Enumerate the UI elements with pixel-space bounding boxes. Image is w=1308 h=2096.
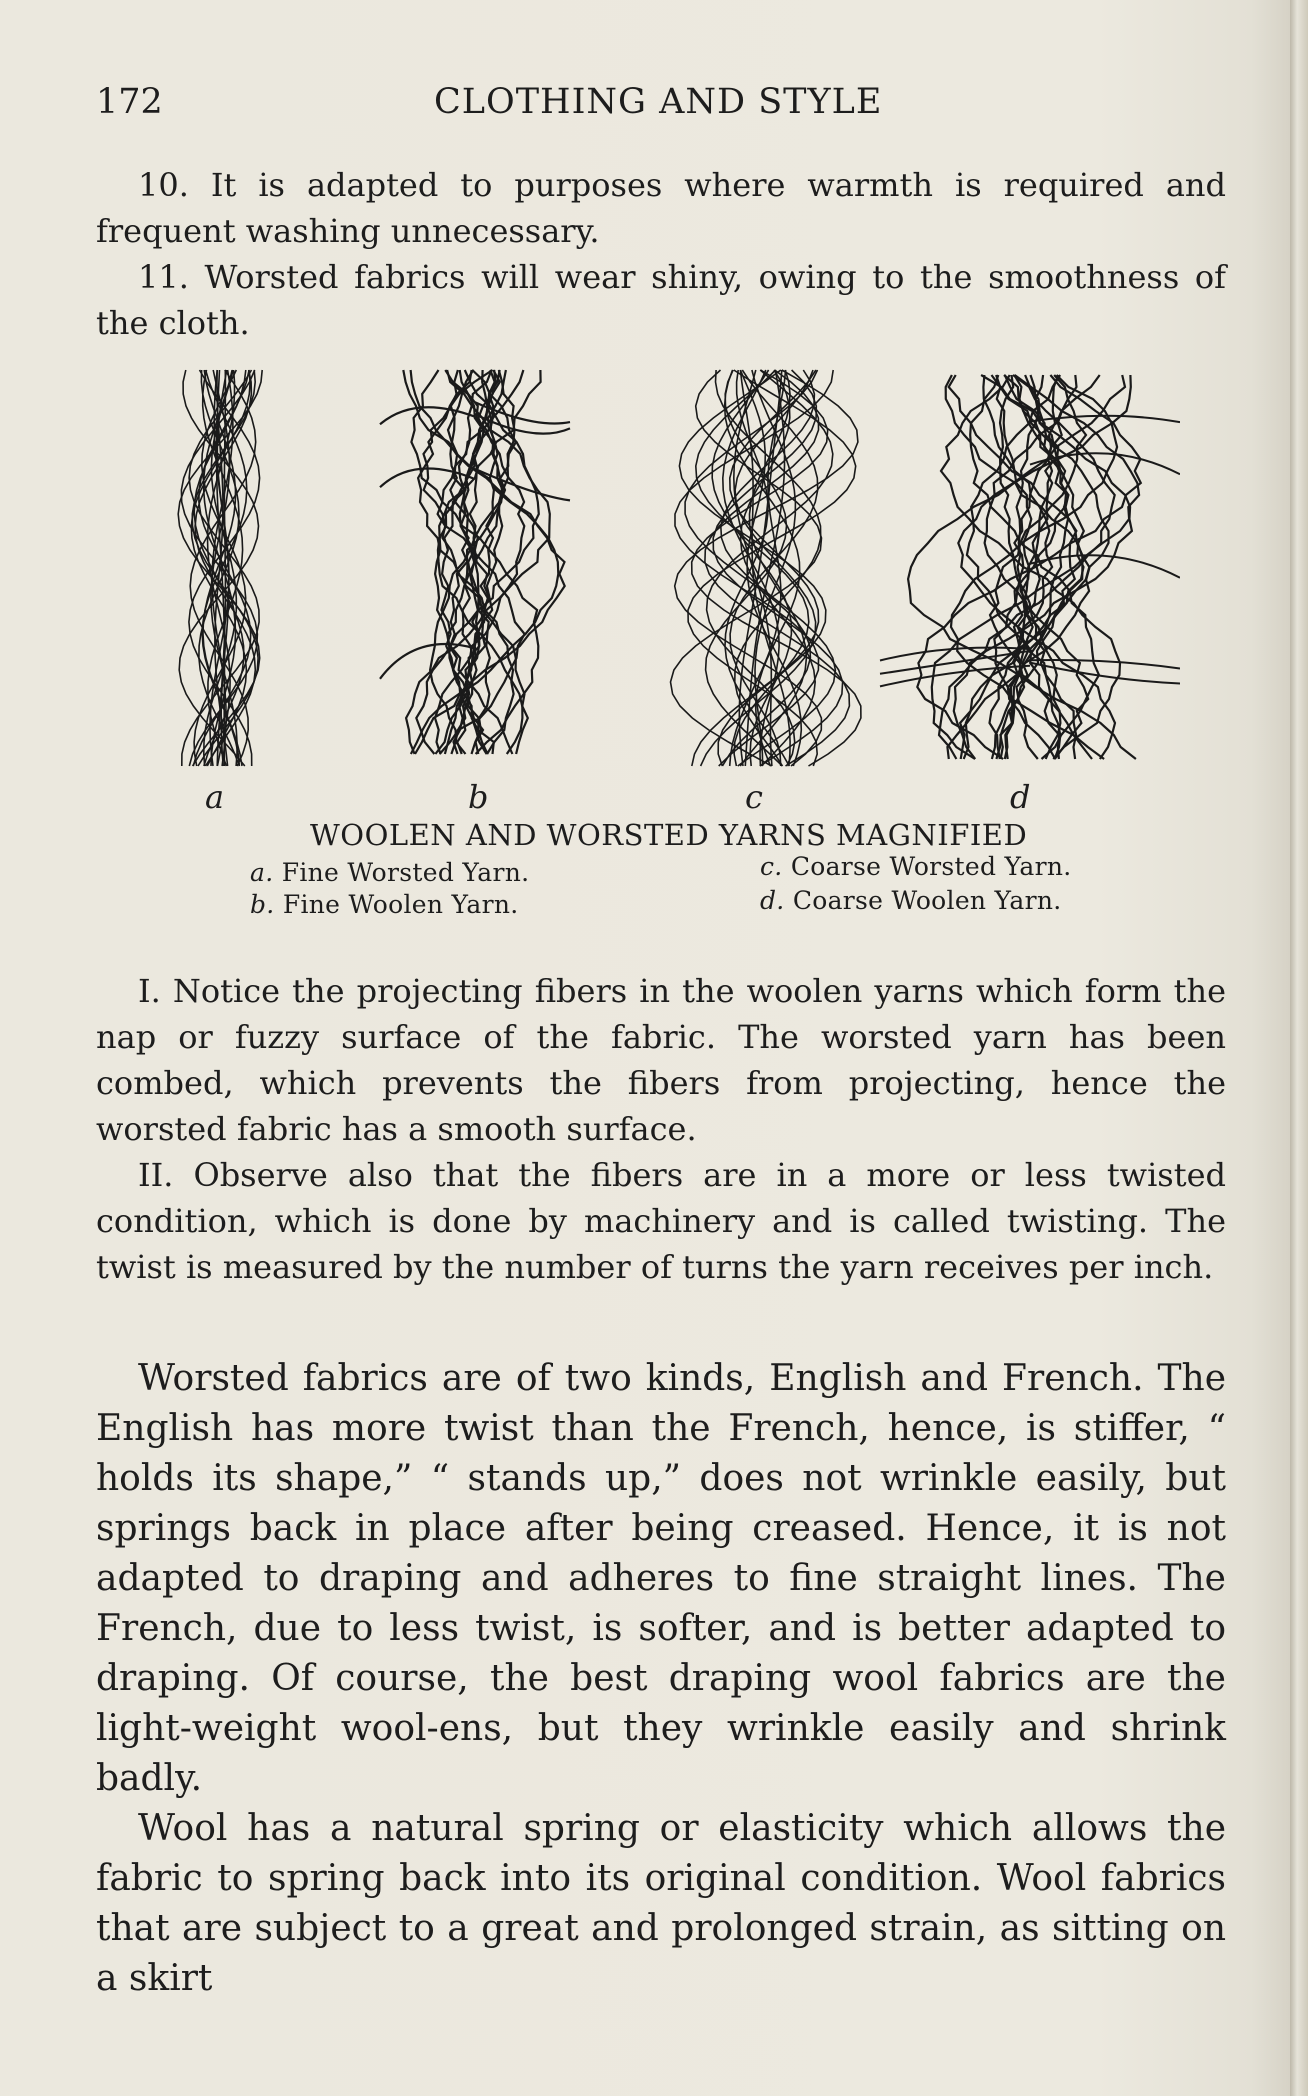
body-paragraph: Wool has a natural spring or elasticity which allows the fabric to spring back into its original condition. Wool fabrics that are subject to a great and prolonged strain, as sitting on a skirt bbox=[96, 1808, 1226, 1999]
figure-label-c: c bbox=[745, 778, 763, 816]
legend-text: Coarse Woolen Yarn. bbox=[792, 886, 1062, 915]
page-header bbox=[96, 82, 1226, 132]
list-item: 11. Worsted fabrics will wear shiny, owing to the smoothness of the cloth. bbox=[96, 258, 1226, 342]
legend-text: Fine Worsted Yarn. bbox=[281, 858, 530, 887]
legend-item bbox=[760, 852, 1072, 881]
legend-key: b. bbox=[250, 890, 275, 919]
legend-text: Coarse Worsted Yarn. bbox=[790, 852, 1072, 881]
list-item: 10. It is adapted to purposes where warmth is required and frequent washing unnecessary. bbox=[96, 166, 1226, 250]
legend-item bbox=[250, 858, 529, 887]
legend-key: d. bbox=[760, 886, 785, 915]
legend-text: Fine Woolen Yarn. bbox=[282, 890, 519, 919]
page-edge bbox=[1290, 0, 1308, 2096]
intro-items bbox=[96, 162, 1226, 346]
page-number: 172 bbox=[96, 82, 163, 122]
running-title: CLOTHING AND STYLE bbox=[434, 82, 883, 122]
yarn-drawing bbox=[150, 360, 1180, 830]
figure-caption: WOOLEN AND WORSTED YARNS MAGNIFIED bbox=[310, 818, 1028, 852]
body-paragraph: Worsted fabrics are of two kinds, English and French. The English has more twist than the French, hence, is stiffer, “ holds its shape,” “ stands up,” does not wrinkle easily, but springs back in place after being creased. Hence, it is not adapted to draping and adheres to fine straight lines. The French, due to less twist, is softer, and is better adapted to draping. Of course, the best draping wool fabrics are the light-weight wool-ens, but they wrinkle easily and shrink badly. bbox=[96, 1358, 1226, 1799]
observations bbox=[96, 968, 1226, 1290]
legend-key: a. bbox=[250, 858, 274, 887]
legend-item bbox=[250, 890, 519, 919]
figure-label-a: a bbox=[205, 778, 225, 816]
figure-label-b: b bbox=[468, 778, 489, 816]
yarn-illustration bbox=[150, 360, 1180, 830]
figure-label-d: d bbox=[1010, 778, 1031, 816]
body-text bbox=[96, 1354, 1226, 2004]
legend-item bbox=[760, 886, 1062, 915]
legend-key: c. bbox=[760, 852, 783, 881]
observation-paragraph: I. Notice the projecting fibers in the woolen yarns which form the nap or fuzzy surface of the fabric. The worsted yarn has been combed, which prevents the fibers from projecting, hence the worsted fabric has a smooth surface. bbox=[96, 972, 1226, 1148]
observation-paragraph: II. Observe also that the fibers are in a more or less twisted condition, which is done by machinery and is called twisting. The twist is measured by the number of turns the yarn receives per inch. bbox=[96, 1156, 1226, 1286]
